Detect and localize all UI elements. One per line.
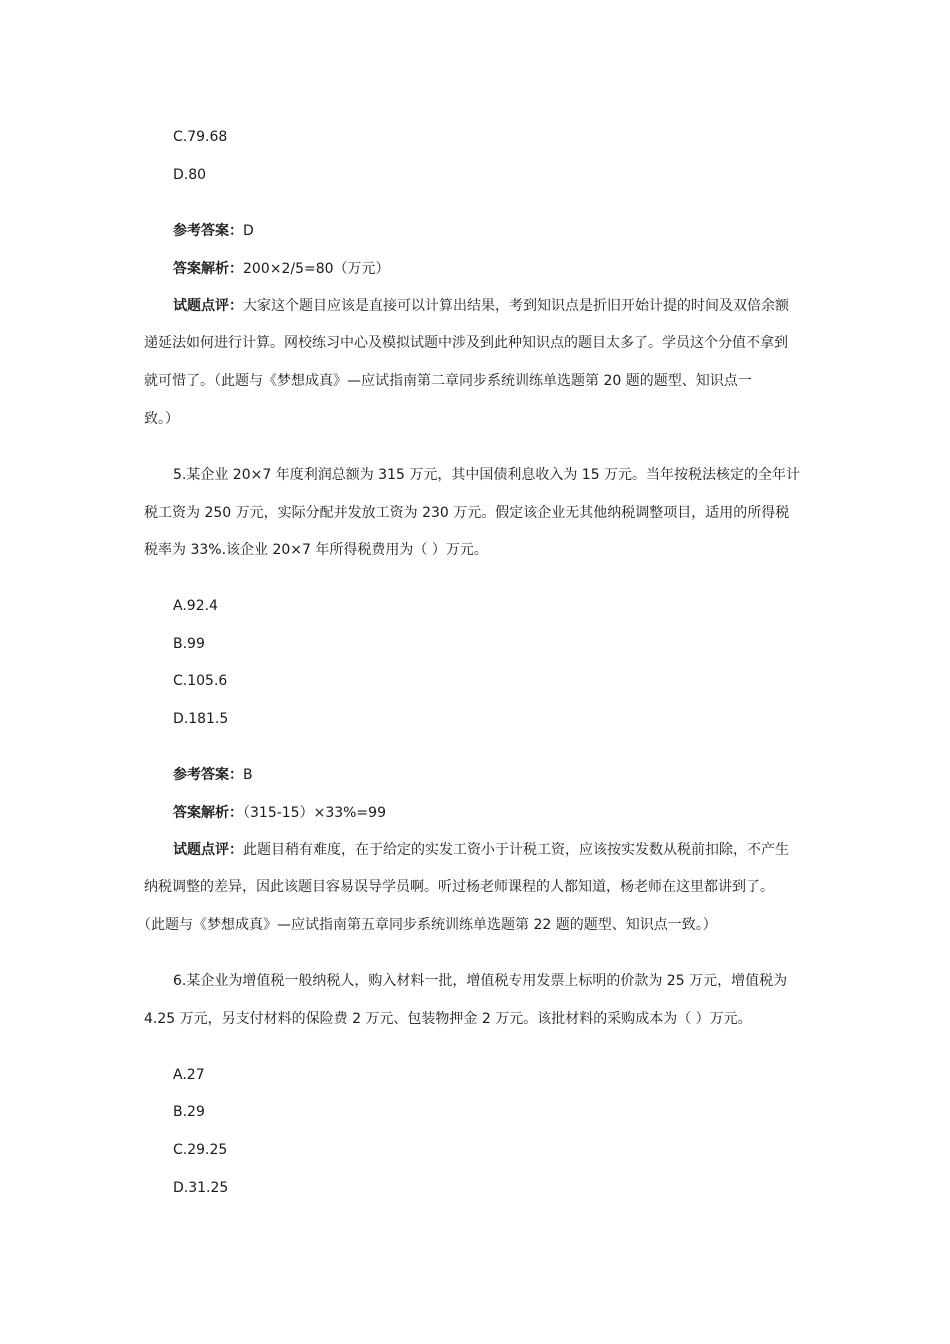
q5-option-b: B.99 — [173, 636, 205, 652]
q4-comment-line-3: 就可惜了。（此题与《梦想成真》—应试指南第二章同步系统训练单选题第 20 题的题型、知识点一 — [144, 373, 752, 389]
q5-stem-line-2: 税工资为 250 万元，实际分配并发放工资为 230 万元。假定该企业无其他纳税调整项目，适用的所得税 — [144, 505, 790, 521]
q5-answer — [173, 766, 253, 784]
analysis-label: 答案解析： — [173, 261, 243, 277]
comment-label: 试题点评： — [173, 842, 243, 858]
q6-option-d: D.31.25 — [173, 1180, 229, 1196]
q5-option-d: D.181.5 — [173, 711, 229, 727]
q6-stem-line-1: 6.某企业为增值税一般纳税人，购入材料一批，增值税专用发票上标明的价款为 25 万元，增值税为 — [173, 973, 788, 989]
q6-option-b: B.29 — [173, 1104, 205, 1120]
comment-label: 试题点评： — [173, 298, 243, 314]
analysis-label: 答案解析： — [173, 805, 243, 821]
q5-comment-line-1 — [173, 841, 806, 859]
q5-stem-line-3: 税率为 33%.该企业 20×7 年所得税费用为（ ）万元。 — [144, 542, 488, 558]
q5-stem-line-1: 5.某企业 20×7 年度利润总额为 315 万元，其中国债利息收入为 15 万元。当年按税法核定的全年计 — [173, 467, 801, 483]
q4-option-d: D.80 — [173, 167, 207, 183]
q4-answer — [173, 222, 254, 240]
q5-comment-line-2: 纳税调整的差异，因此该题目容易误导学员啊。听过杨老师课程的人都知道，杨老师在这里都讲到了。 — [144, 879, 774, 895]
answer-value: B — [243, 767, 253, 783]
analysis-value: 200×2/5=80（万元） — [243, 261, 390, 277]
q6-stem-line-2: 4.25 万元，另支付材料的保险费 2 万元、包装物押金 2 万元。该批材料的采购成本为（ ）万元。 — [144, 1011, 752, 1027]
q5-comment-line-3: （此题与《梦想成真》—应试指南第五章同步系统训练单选题第 22 题的题型、知识点一致。） — [137, 917, 717, 933]
comment-text: 大家这个题目应该是直接可以计算出结果，考到知识点是折旧开始计提的时间及双倍余额 — [243, 298, 789, 314]
q6-option-a: A.27 — [173, 1067, 205, 1083]
analysis-value: （315-15）×33%=99 — [243, 805, 386, 821]
q4-analysis — [173, 260, 390, 278]
q4-option-c: C.79.68 — [173, 129, 228, 145]
q5-option-a: A.92.4 — [173, 598, 218, 614]
q4-comment-line-2: 递延法如何进行计算。网校练习中心及模拟试题中涉及到此种知识点的题目太多了。学员这个分值不拿到 — [144, 335, 788, 351]
answer-label: 参考答案： — [173, 767, 243, 783]
q5-option-c: C.105.6 — [173, 673, 228, 689]
answer-value: D — [243, 223, 254, 239]
q4-comment-line-1 — [173, 297, 806, 315]
comment-text: 此题目稍有难度，在于给定的实发工资小于计税工资，应该按实发数从税前扣除，不产生 — [243, 842, 789, 858]
q4-comment-line-4: 致。） — [144, 411, 179, 427]
q5-analysis — [173, 804, 386, 822]
answer-label: 参考答案： — [173, 223, 243, 239]
q6-option-c: C.29.25 — [173, 1142, 228, 1158]
